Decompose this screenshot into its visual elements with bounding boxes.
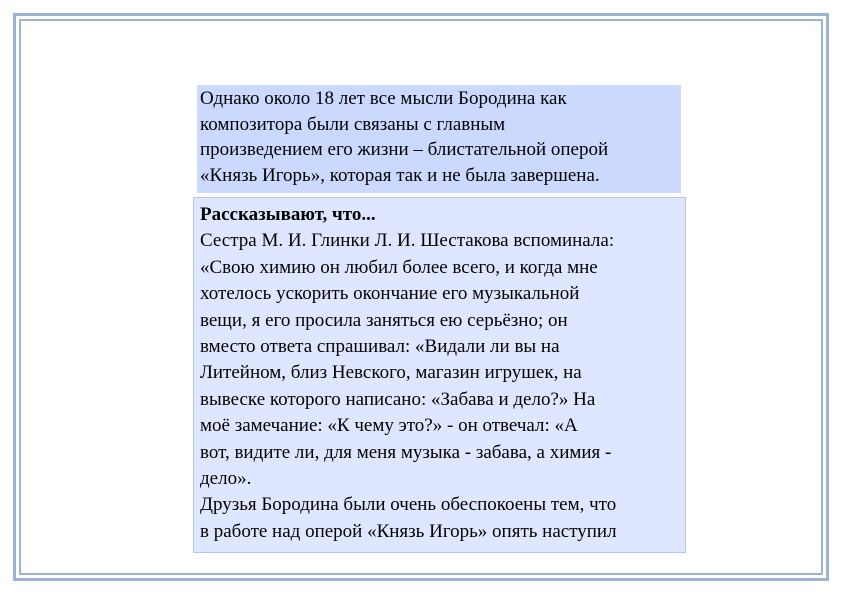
story-heading: Рассказывают, что... <box>200 204 376 225</box>
story-text-box <box>193 197 686 553</box>
story-body: Сестра М. И. Глинки Л. И. Шестакова вспоминала: «Свою химию он любил более всего, и когда мне хотелось ускорить окончание его музыкальной вещи, я его просила заняться ею серьёзно; он вместо ответа спрашивал: «Видали ли вы на Литейном, близ Невского, магазин игрушек, на вывеске которого написано: «Забава и дело?» На моё замечание: «К чему это?» - он отвечал: «А вот, видите ли, для меня музыка - забава, а химия - дело». Друзья Бородина были очень обеспокоены тем, что в работе над оперой «Князь Игорь» опять наступил <box>200 230 617 542</box>
intro-text-box: Однако около 18 лет все мысли Бородина как композитора были связаны с главным произведением его жизни – блистательной оперой «Князь Игорь», которая так и не была завершена. <box>197 85 681 193</box>
